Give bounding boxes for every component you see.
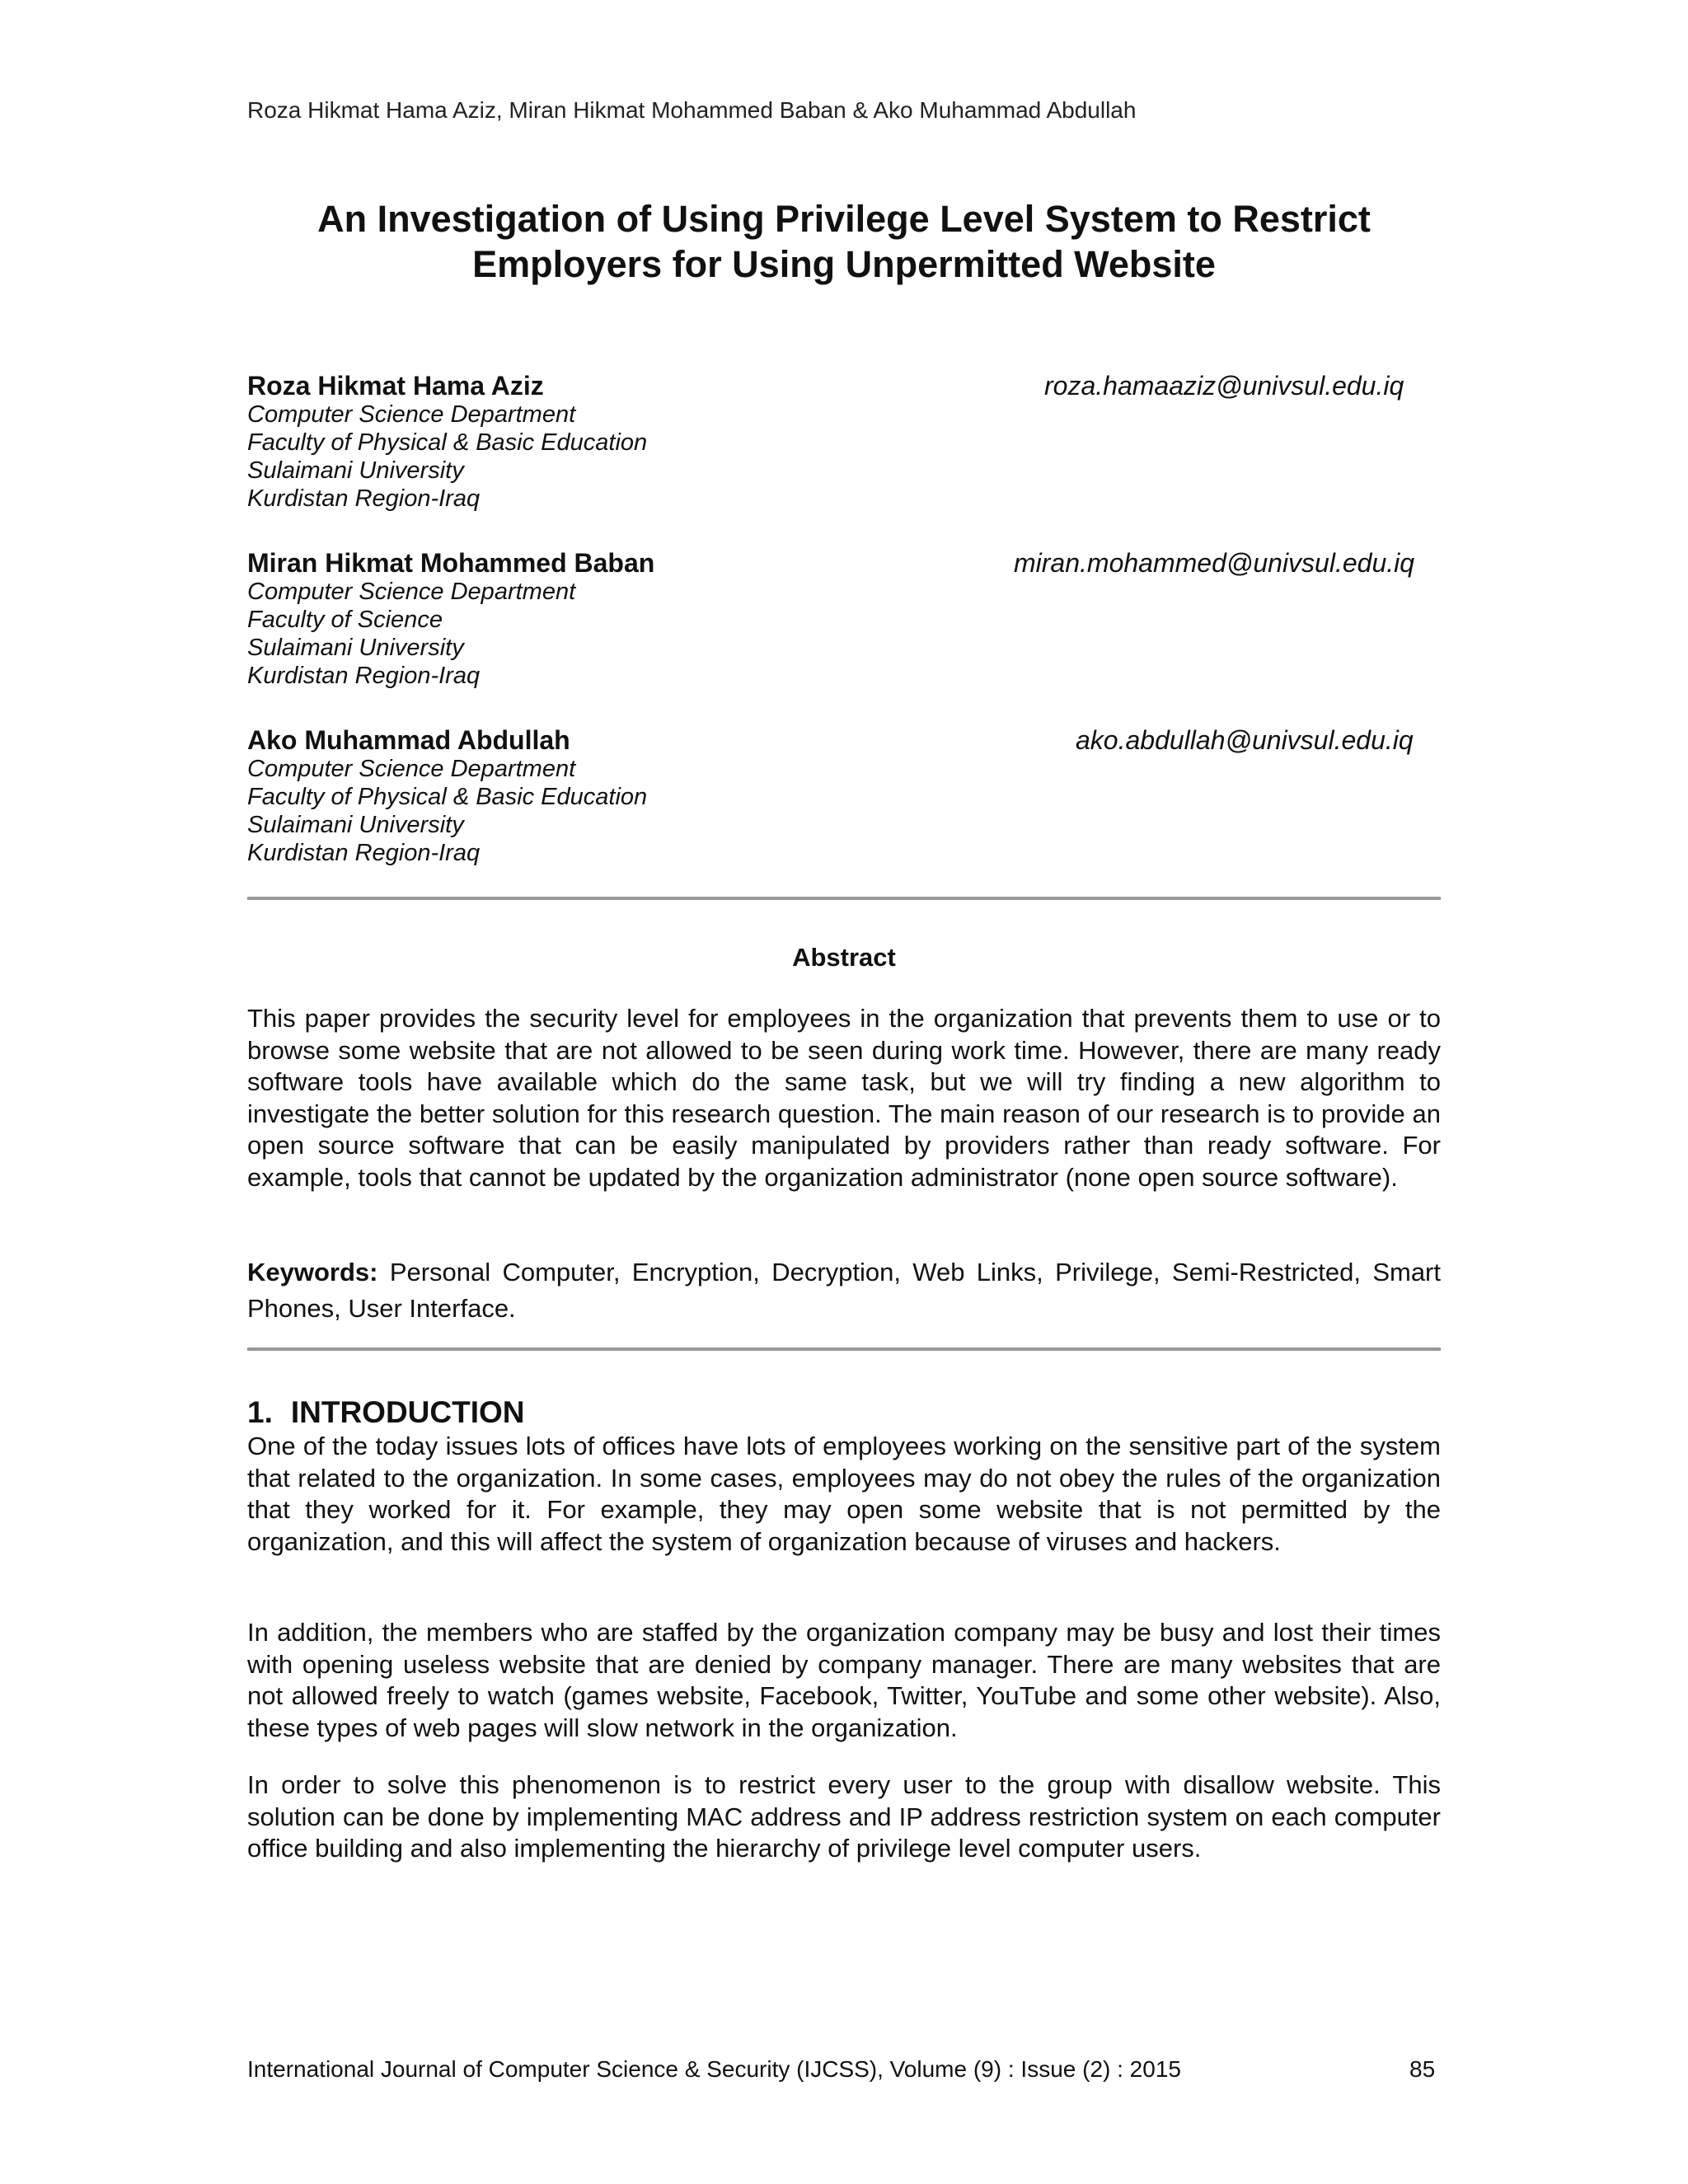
author-block-2 (247, 548, 1441, 690)
title-line-2: Employers for Using Unpermitted Website (472, 243, 1216, 285)
intro-paragraph-1: One of the today issues lots of offices have lots of employees working on the sensitive part of the system that related to the organization. In some cases, employees may do not obey the rules of the organization that they worked for it. For example, they may open some website that is not permitted by the organization, and this will affect the system of organization because of viruses and hackers. (247, 1432, 1441, 1556)
divider-top (247, 897, 1441, 900)
section-heading (247, 1395, 525, 1430)
affiliation-line: Kurdistan Region-Iraq (247, 485, 481, 512)
author-block-3 (247, 725, 1441, 867)
divider-bottom (247, 1347, 1441, 1351)
author-name: Roza Hikmat Hama Aziz (247, 371, 544, 401)
running-head: Roza Hikmat Hama Aziz, Miran Hikmat Mohammed Baban & Ako Muhammad Abdullah (247, 97, 1137, 123)
affiliation-line: Sulaimani University (247, 812, 464, 838)
section-number: 1. (247, 1395, 273, 1429)
affiliation-line: Sulaimani University (247, 457, 464, 484)
abstract-paragraph: This paper provides the security level for employees in the organization that prevents them to use or to browse some website that are not allowed to be seen during work time. However, there are many ready software tools have available which do the same task, but we will try finding a new algorithm to investigate the better solution for this research question. The main reason of our research is to provide an open source software that can be easily manipulated by providers rather than ready software. For example, tools that cannot be updated by the organization administrator (none open source software). (247, 1004, 1441, 1192)
author-email[interactable]: roza.hamaaziz@univsul.edu.iq (1044, 371, 1404, 401)
affiliation-line: Sulaimani University (247, 635, 464, 661)
author-name: Miran Hikmat Mohammed Baban (247, 548, 655, 578)
page-number: 85 (1409, 2056, 1436, 2082)
affiliation-line: Faculty of Physical & Basic Education (247, 429, 648, 456)
affiliation-line: Computer Science Department (247, 756, 576, 782)
keywords-paragraph (247, 1254, 1441, 1327)
intro-paragraph-2: In addition, the members who are staffed by the organization company may be busy and lost their times with opening useless website that are denied by company manager. There are many websites that are not allowed freely to watch (games website, Facebook, Twitter, YouTube and some other website). Also, these types of web pages will slow network in the organization. (247, 1618, 1441, 1742)
affiliation-line: Faculty of Science (247, 607, 443, 633)
affiliation-line: Kurdistan Region-Iraq (247, 840, 481, 866)
abstract-heading: Abstract (792, 943, 896, 972)
affiliation-line: Faculty of Physical & Basic Education (247, 784, 648, 810)
author-block-1 (247, 371, 1441, 513)
section-title: INTRODUCTION (290, 1395, 525, 1429)
paper-title (247, 196, 1441, 287)
keywords-label: Keywords: (247, 1258, 378, 1286)
keywords-text: Personal Computer, Encryption, Decryption, Web Links, Privilege, Semi-Restricted, Smart Phones, User Interface. (247, 1258, 1441, 1323)
author-email[interactable]: ako.abdullah@univsul.edu.iq (1076, 725, 1414, 755)
affiliation-line: Computer Science Department (247, 579, 576, 605)
intro-paragraph-3: In order to solve this phenomenon is to restrict every user to the group with disallow website. This solution can be done by implementing MAC address and IP address restriction system on each computer office building and also implementing the hierarchy of privilege level computer users. (247, 1770, 1441, 1863)
author-name: Ako Muhammad Abdullah (247, 725, 570, 755)
author-email[interactable]: miran.mohammed@univsul.edu.iq (1014, 548, 1415, 578)
journal-footer: International Journal of Computer Science & Security (IJCSS), Volume (9) : Issue (2) : 2015 (247, 2056, 1181, 2082)
title-line-1: An Investigation of Using Privilege Level System to Restrict (317, 198, 1371, 240)
affiliation-line: Computer Science Department (247, 401, 576, 428)
affiliation-line: Kurdistan Region-Iraq (247, 663, 481, 689)
